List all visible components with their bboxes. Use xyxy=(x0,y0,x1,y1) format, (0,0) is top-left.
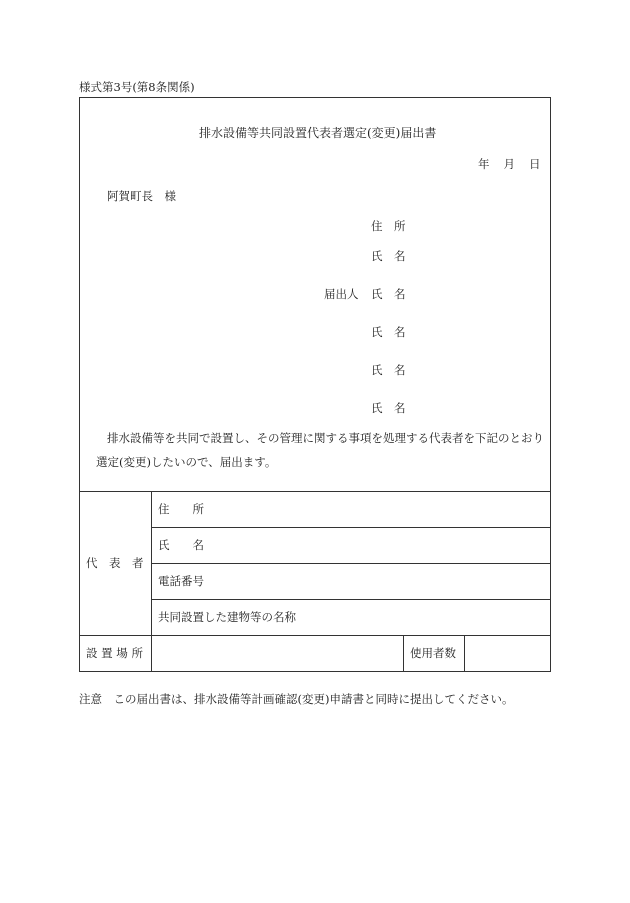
table-column-border xyxy=(403,635,404,672)
applicant-name-label-4: 氏 名 xyxy=(371,363,406,377)
applicant-name-label-3: 氏 名 xyxy=(371,325,406,339)
note: 注意 この届出書は、排水設備等計画確認(変更)申請書と同時に提出してください。 xyxy=(79,692,514,706)
applicant-name-label-1: 氏 名 xyxy=(371,249,406,263)
form-number: 様式第3号(第8条関係) xyxy=(79,80,195,94)
table-column-border xyxy=(151,491,152,672)
applicant-name-label-2: 氏 名 xyxy=(371,287,406,301)
table-row-border xyxy=(79,635,551,636)
table-row-border xyxy=(151,563,551,564)
addressee: 阿賀町長 様 xyxy=(107,189,176,203)
rep-name-label: 氏 名 xyxy=(158,538,204,552)
date-line xyxy=(478,159,541,171)
rep-phone-label: 電話番号 xyxy=(158,574,204,588)
table-row-border xyxy=(151,599,551,600)
applicant-label: 届出人 xyxy=(324,287,359,301)
form-title: 排水設備等共同設置代表者選定(変更)届出書 xyxy=(199,126,437,140)
applicant-address-label: 住 所 xyxy=(371,219,406,233)
date-year: 年 xyxy=(478,157,490,171)
form-frame xyxy=(79,97,551,672)
rep-address-label: 住 所 xyxy=(158,502,204,516)
applicant-name-label-5: 氏 名 xyxy=(371,401,406,415)
location-label: 設 置 場 所 xyxy=(86,646,143,660)
rep-building-label: 共同設置した建物等の名称 xyxy=(158,610,296,624)
table-row-border xyxy=(151,527,551,528)
representative-label: 代 表 者 xyxy=(86,556,144,570)
body-text-line-1: 排水設備等を共同で設置し、その管理に関する事項を処理する代表者を下記のとおり xyxy=(107,431,544,445)
table-column-border xyxy=(464,635,465,672)
date-month: 月 xyxy=(503,157,515,171)
table-top-border xyxy=(79,491,551,492)
body-text-line-2: 選定(変更)したいので、届出ます。 xyxy=(96,455,277,469)
users-count-label: 使用者数 xyxy=(410,646,456,660)
date-day: 日 xyxy=(529,157,541,171)
